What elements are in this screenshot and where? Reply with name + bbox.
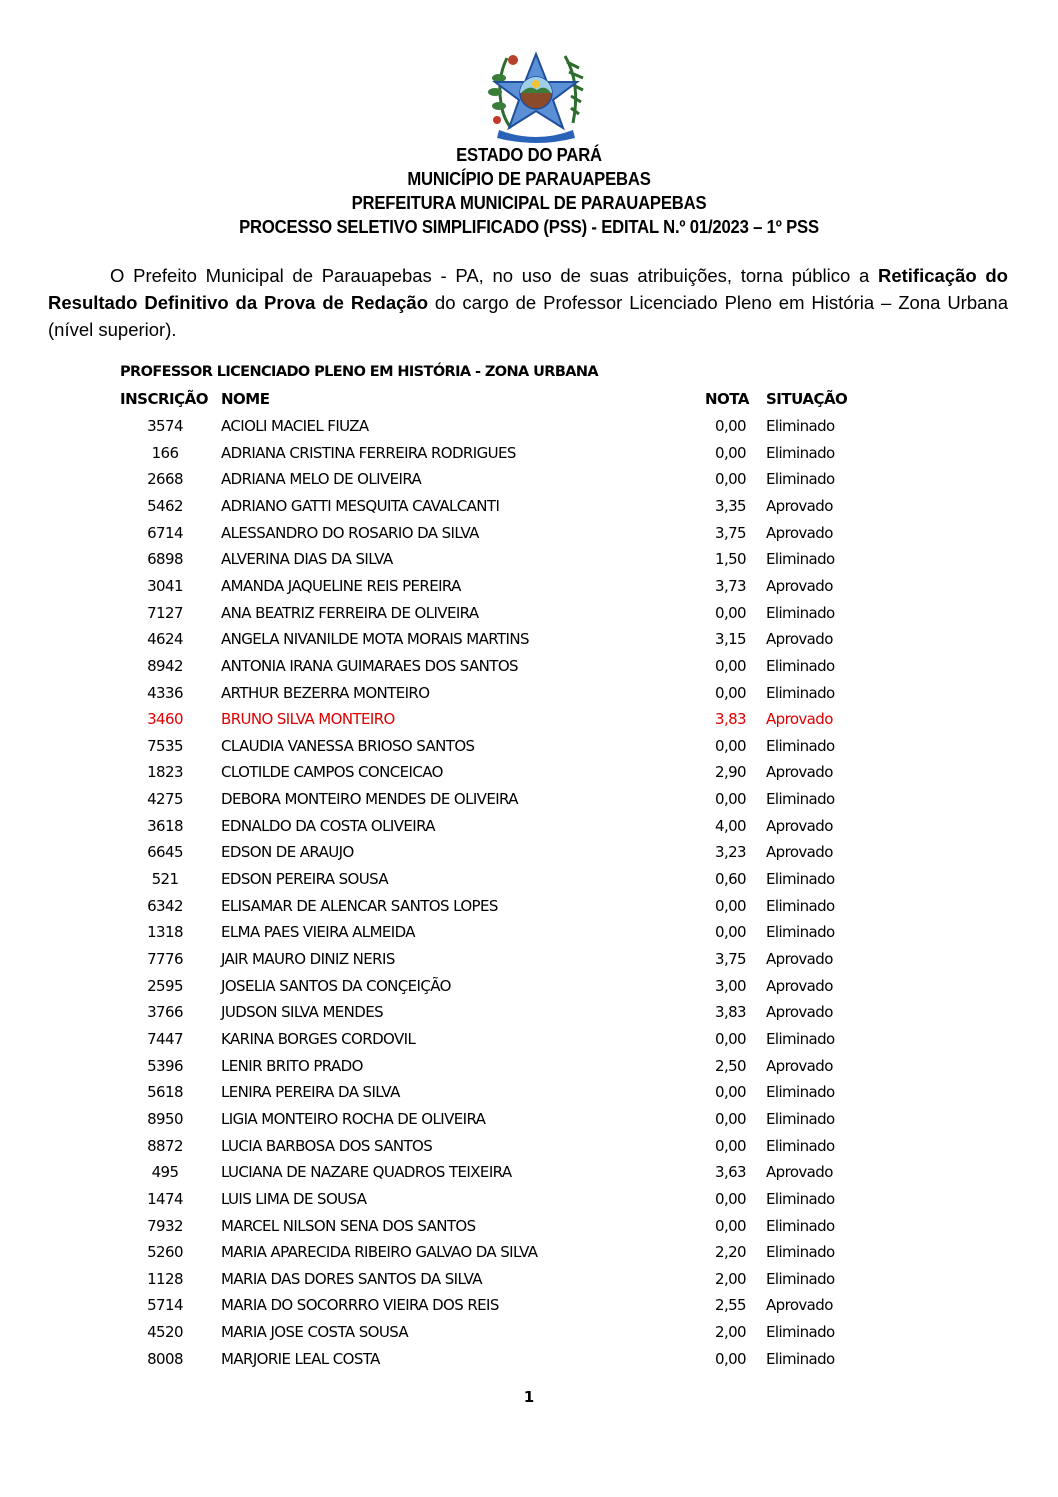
cell-nome: LENIRA PEREIRA DA SILVA bbox=[221, 1083, 400, 1102]
cell-nome: ELMA PAES VIEIRA ALMEIDA bbox=[221, 923, 415, 942]
cell-situacao: Eliminado bbox=[766, 470, 835, 489]
header-municipality: MUNICÍPIO DE PARAUAPEBAS bbox=[407, 168, 651, 189]
table-row bbox=[0, 870, 1058, 896]
cell-nome: LUIS LIMA DE SOUSA bbox=[221, 1189, 367, 1208]
cell-situacao: Eliminado bbox=[766, 896, 835, 915]
cell-situacao: Eliminado bbox=[766, 550, 835, 569]
cell-situacao: Aprovado bbox=[766, 496, 833, 515]
cell-situacao: Eliminado bbox=[766, 1243, 835, 1262]
cell-nota: 3,35 bbox=[715, 496, 746, 515]
cell-nota: 0,00 bbox=[715, 1189, 746, 1208]
cell-nota: 0,00 bbox=[715, 683, 746, 702]
cell-nome: ALVERINA DIAS DA SILVA bbox=[221, 550, 393, 569]
table-row bbox=[0, 763, 1058, 789]
table-row bbox=[0, 1057, 1058, 1083]
table-row bbox=[0, 843, 1058, 869]
cell-inscricao: 2668 bbox=[147, 470, 183, 489]
table-row bbox=[0, 657, 1058, 683]
cell-nome: EDSON DE ARAUJO bbox=[221, 843, 354, 862]
cell-inscricao: 8950 bbox=[147, 1109, 183, 1128]
cell-nota: 0,00 bbox=[715, 443, 746, 462]
cell-nota: 0,00 bbox=[715, 1349, 746, 1368]
header-prefecture: PREFEITURA MUNICIPAL DE PARAUAPEBAS bbox=[351, 192, 707, 213]
cell-nome: ARTHUR BEZERRA MONTEIRO bbox=[221, 683, 430, 702]
cell-inscricao: 1128 bbox=[147, 1269, 183, 1288]
table-row bbox=[0, 1323, 1058, 1349]
cell-inscricao: 2595 bbox=[147, 976, 183, 995]
cell-nome: JOSELIA SANTOS DA CONÇEIÇÃO bbox=[221, 976, 451, 995]
header-state: ESTADO DO PARÁ bbox=[456, 144, 602, 165]
cell-nome: ELISAMAR DE ALENCAR SANTOS LOPES bbox=[221, 896, 498, 915]
cell-situacao: Eliminado bbox=[766, 1083, 835, 1102]
cell-inscricao: 3574 bbox=[147, 417, 183, 435]
cell-inscricao: 5714 bbox=[147, 1296, 183, 1315]
cell-nome: MARIA JOSE COSTA SOUSA bbox=[221, 1323, 409, 1342]
cell-nota: 0,00 bbox=[715, 1216, 746, 1235]
cell-situacao: Eliminado bbox=[766, 683, 835, 702]
header-process: PROCESSO SELETIVO SIMPLIFICADO (PSS) - EDITAL N.º 01/2023 – 1º PSS bbox=[239, 216, 819, 237]
cell-nome: JAIR MAURO DINIZ NERIS bbox=[221, 950, 395, 968]
cell-inscricao: 3766 bbox=[147, 1003, 183, 1022]
table-row bbox=[0, 1270, 1058, 1296]
cell-situacao: Aprovado bbox=[766, 523, 833, 542]
table-row bbox=[0, 444, 1058, 470]
cell-situacao: Eliminado bbox=[766, 603, 835, 622]
cell-situacao: Aprovado bbox=[766, 843, 833, 862]
cell-nome: AMANDA JAQUELINE REIS PEREIRA bbox=[221, 576, 461, 595]
cell-nota: 0,00 bbox=[715, 470, 746, 489]
cell-nota: 3,23 bbox=[715, 843, 746, 862]
table-row bbox=[0, 737, 1058, 763]
cell-nota: 0,00 bbox=[715, 790, 746, 809]
cell-nota: 0,00 bbox=[715, 1109, 746, 1128]
cell-inscricao: 8008 bbox=[147, 1349, 183, 1368]
table-row bbox=[0, 684, 1058, 710]
cell-nome: MARIA APARECIDA RIBEIRO GALVAO DA SILVA bbox=[221, 1243, 538, 1262]
cell-situacao: Eliminado bbox=[766, 1029, 835, 1048]
table-row bbox=[0, 1137, 1058, 1163]
table-row bbox=[0, 897, 1058, 923]
cell-nome: ANA BEATRIZ FERREIRA DE OLIVEIRA bbox=[221, 603, 479, 622]
cell-nota: 0,00 bbox=[715, 1029, 746, 1048]
cell-inscricao: 1318 bbox=[147, 923, 183, 942]
cell-nome: MARCEL NILSON SENA DOS SANTOS bbox=[221, 1216, 476, 1235]
cell-nome: LUCIANA DE NAZARE QUADROS TEIXEIRA bbox=[221, 1163, 512, 1182]
cell-situacao: Eliminado bbox=[766, 443, 835, 462]
cell-nota: 3,73 bbox=[715, 576, 746, 595]
cell-situacao: Eliminado bbox=[766, 1269, 835, 1288]
cell-nome: LUCIA BARBOSA DOS SANTOS bbox=[221, 1136, 433, 1155]
cell-nome: ADRIANA MELO DE OLIVEIRA bbox=[221, 470, 422, 489]
cell-situacao: Eliminado bbox=[766, 923, 835, 942]
cell-nome: KARINA BORGES CORDOVIL bbox=[221, 1029, 416, 1048]
cell-nota: 2,00 bbox=[715, 1269, 746, 1288]
cell-situacao: Aprovado bbox=[766, 816, 833, 835]
cell-nota: 4,00 bbox=[715, 816, 746, 835]
cell-nome: ACIOLI MACIEL FIUZA bbox=[221, 417, 369, 435]
cell-nome: EDSON PEREIRA SOUSA bbox=[221, 870, 389, 889]
table-row bbox=[0, 1110, 1058, 1136]
cell-situacao: Eliminado bbox=[766, 736, 835, 755]
cell-nome: DEBORA MONTEIRO MENDES DE OLIVEIRA bbox=[221, 790, 518, 809]
cell-nota: 0,00 bbox=[715, 656, 746, 675]
cell-situacao: Aprovado bbox=[766, 710, 833, 729]
cell-inscricao: 3460 bbox=[147, 710, 183, 729]
table-row bbox=[0, 1243, 1058, 1269]
cell-situacao: Aprovado bbox=[766, 1056, 833, 1075]
cell-situacao: Eliminado bbox=[766, 1349, 835, 1368]
col-header-nome: NOME bbox=[221, 390, 270, 408]
table-row bbox=[0, 950, 1058, 976]
cell-situacao: Aprovado bbox=[766, 630, 833, 649]
cell-nota: 1,50 bbox=[715, 550, 746, 569]
cell-nome: ALESSANDRO DO ROSARIO DA SILVA bbox=[221, 523, 479, 542]
cell-nota: 0,00 bbox=[715, 603, 746, 622]
cell-nota: 3,83 bbox=[715, 710, 746, 729]
cell-situacao: Aprovado bbox=[766, 976, 833, 995]
cell-nota: 0,00 bbox=[715, 896, 746, 915]
table-row bbox=[0, 524, 1058, 550]
cell-nota: 0,00 bbox=[715, 1136, 746, 1155]
col-header-inscricao: INSCRIÇÃO bbox=[120, 390, 208, 408]
cell-inscricao: 7932 bbox=[147, 1216, 183, 1235]
intro-text-bold: Retificação do Resultado Definitivo da Prova de Redação bbox=[48, 265, 1008, 313]
cell-situacao: Eliminado bbox=[766, 790, 835, 809]
cell-nota: 3,75 bbox=[715, 523, 746, 542]
cell-inscricao: 4624 bbox=[147, 630, 183, 649]
cell-inscricao: 5396 bbox=[147, 1056, 183, 1075]
cell-nota: 2,90 bbox=[715, 763, 746, 782]
cell-situacao: Aprovado bbox=[766, 1296, 833, 1315]
cell-nota: 2,50 bbox=[715, 1056, 746, 1075]
cell-inscricao: 7127 bbox=[147, 603, 183, 622]
cell-inscricao: 521 bbox=[151, 870, 179, 889]
cell-inscricao: 495 bbox=[151, 1163, 179, 1182]
table-row bbox=[0, 923, 1058, 949]
table-row bbox=[0, 497, 1058, 523]
page-number: 1 bbox=[523, 1388, 535, 1406]
cell-inscricao: 4520 bbox=[147, 1323, 183, 1342]
cell-nome: BRUNO SILVA MONTEIRO bbox=[221, 710, 395, 729]
table-row bbox=[0, 790, 1058, 816]
table-row bbox=[0, 1163, 1058, 1189]
cell-inscricao: 5462 bbox=[147, 496, 183, 515]
cell-situacao: Aprovado bbox=[766, 1163, 833, 1182]
cell-nota: 3,75 bbox=[715, 950, 746, 968]
cell-nota: 3,83 bbox=[715, 1003, 746, 1022]
cell-nome: EDNALDO DA COSTA OLIVEIRA bbox=[221, 816, 435, 835]
cell-nota: 0,00 bbox=[715, 923, 746, 942]
cell-nota: 0,00 bbox=[715, 417, 746, 435]
table-row bbox=[0, 1003, 1058, 1029]
table-row bbox=[0, 1083, 1058, 1109]
cell-nome: ANTONIA IRANA GUIMARAES DOS SANTOS bbox=[221, 656, 518, 675]
cell-inscricao: 6714 bbox=[147, 523, 183, 542]
cell-nota: 3,15 bbox=[715, 630, 746, 649]
cell-situacao: Eliminado bbox=[766, 1189, 835, 1208]
cell-nota: 0,00 bbox=[715, 1083, 746, 1102]
cell-nome: ANGELA NIVANILDE MOTA MORAIS MARTINS bbox=[221, 630, 529, 649]
cell-nome: CLAUDIA VANESSA BRIOSO SANTOS bbox=[221, 736, 475, 755]
table-row bbox=[0, 1030, 1058, 1056]
table-row bbox=[0, 630, 1058, 656]
table-row bbox=[0, 417, 1058, 443]
cell-nome: ADRIANA CRISTINA FERREIRA RODRIGUES bbox=[221, 443, 516, 462]
intro-text-part1: O Prefeito Municipal de Parauapebas - PA, no uso de suas atribuições, torna público a bbox=[110, 265, 878, 286]
cell-nome: LENIR BRITO PRADO bbox=[221, 1056, 363, 1075]
col-header-nota: NOTA bbox=[705, 390, 749, 408]
cell-inscricao: 6342 bbox=[147, 896, 183, 915]
cell-nota: 3,63 bbox=[715, 1163, 746, 1182]
table-row bbox=[0, 817, 1058, 843]
table-row bbox=[0, 604, 1058, 630]
table-row bbox=[0, 1190, 1058, 1216]
cell-nome: ADRIANO GATTI MESQUITA CAVALCANTI bbox=[221, 496, 500, 515]
cell-situacao: Aprovado bbox=[766, 950, 833, 968]
cell-nome: MARIA DO SOCORRRO VIEIRA DOS REIS bbox=[221, 1296, 499, 1315]
table-row bbox=[0, 550, 1058, 576]
col-header-situacao: SITUAÇÃO bbox=[766, 390, 848, 408]
cell-situacao: Eliminado bbox=[766, 656, 835, 675]
cell-inscricao: 8942 bbox=[147, 656, 183, 675]
cell-nome: MARJORIE LEAL COSTA bbox=[221, 1349, 380, 1368]
cell-inscricao: 5260 bbox=[147, 1243, 183, 1262]
cell-inscricao: 4336 bbox=[147, 683, 183, 702]
cell-inscricao: 5618 bbox=[147, 1083, 183, 1102]
cell-nota: 0,60 bbox=[715, 870, 746, 889]
cell-inscricao: 166 bbox=[151, 443, 179, 462]
cell-situacao: Eliminado bbox=[766, 1136, 835, 1155]
cell-nota: 2,00 bbox=[715, 1323, 746, 1342]
cell-nota: 2,20 bbox=[715, 1243, 746, 1262]
cell-inscricao: 4275 bbox=[147, 790, 183, 809]
cell-inscricao: 7447 bbox=[147, 1029, 183, 1048]
intro-text-part2: do cargo de Professor Licenciado Pleno em História – Zona Urbana (nível superior). bbox=[48, 292, 1009, 340]
cell-inscricao: 8872 bbox=[147, 1136, 183, 1155]
parauapebas-coat-of-arms-icon bbox=[477, 48, 595, 144]
cell-nota: 2,55 bbox=[715, 1296, 746, 1315]
cell-inscricao: 6645 bbox=[147, 843, 183, 862]
cell-situacao: Aprovado bbox=[766, 1003, 833, 1022]
cell-inscricao: 1823 bbox=[147, 763, 183, 782]
cell-inscricao: 6898 bbox=[147, 550, 183, 569]
cell-situacao: Eliminado bbox=[766, 1216, 835, 1235]
cell-nome: MARIA DAS DORES SANTOS DA SILVA bbox=[221, 1269, 482, 1288]
cell-situacao: Aprovado bbox=[766, 763, 833, 782]
intro-paragraph bbox=[48, 262, 1008, 343]
cell-nome: CLOTILDE CAMPOS CONCEICAO bbox=[221, 763, 443, 782]
cell-situacao: Eliminado bbox=[766, 1109, 835, 1128]
cell-nome: LIGIA MONTEIRO ROCHA DE OLIVEIRA bbox=[221, 1109, 486, 1128]
cell-situacao: Eliminado bbox=[766, 417, 835, 435]
table-row bbox=[0, 577, 1058, 603]
cell-inscricao: 1474 bbox=[147, 1189, 183, 1208]
cell-situacao: Aprovado bbox=[766, 576, 833, 595]
table-row bbox=[0, 977, 1058, 1003]
cell-situacao: Eliminado bbox=[766, 870, 835, 889]
cell-nome: JUDSON SILVA MENDES bbox=[221, 1003, 384, 1022]
table-row bbox=[0, 1350, 1058, 1376]
cell-inscricao: 3041 bbox=[147, 576, 183, 595]
cell-inscricao: 7776 bbox=[147, 950, 183, 968]
table-row bbox=[0, 1217, 1058, 1243]
table-row bbox=[0, 470, 1058, 496]
table-row-highlighted bbox=[0, 710, 1058, 736]
cell-nota: 3,00 bbox=[715, 976, 746, 995]
cell-inscricao: 3618 bbox=[147, 816, 183, 835]
section-title: PROFESSOR LICENCIADO PLENO EM HISTÓRIA - ZONA URBANA bbox=[120, 364, 599, 380]
table-row bbox=[0, 1296, 1058, 1322]
cell-nota: 0,00 bbox=[715, 736, 746, 755]
cell-inscricao: 7535 bbox=[147, 736, 183, 755]
cell-situacao: Eliminado bbox=[766, 1323, 835, 1342]
